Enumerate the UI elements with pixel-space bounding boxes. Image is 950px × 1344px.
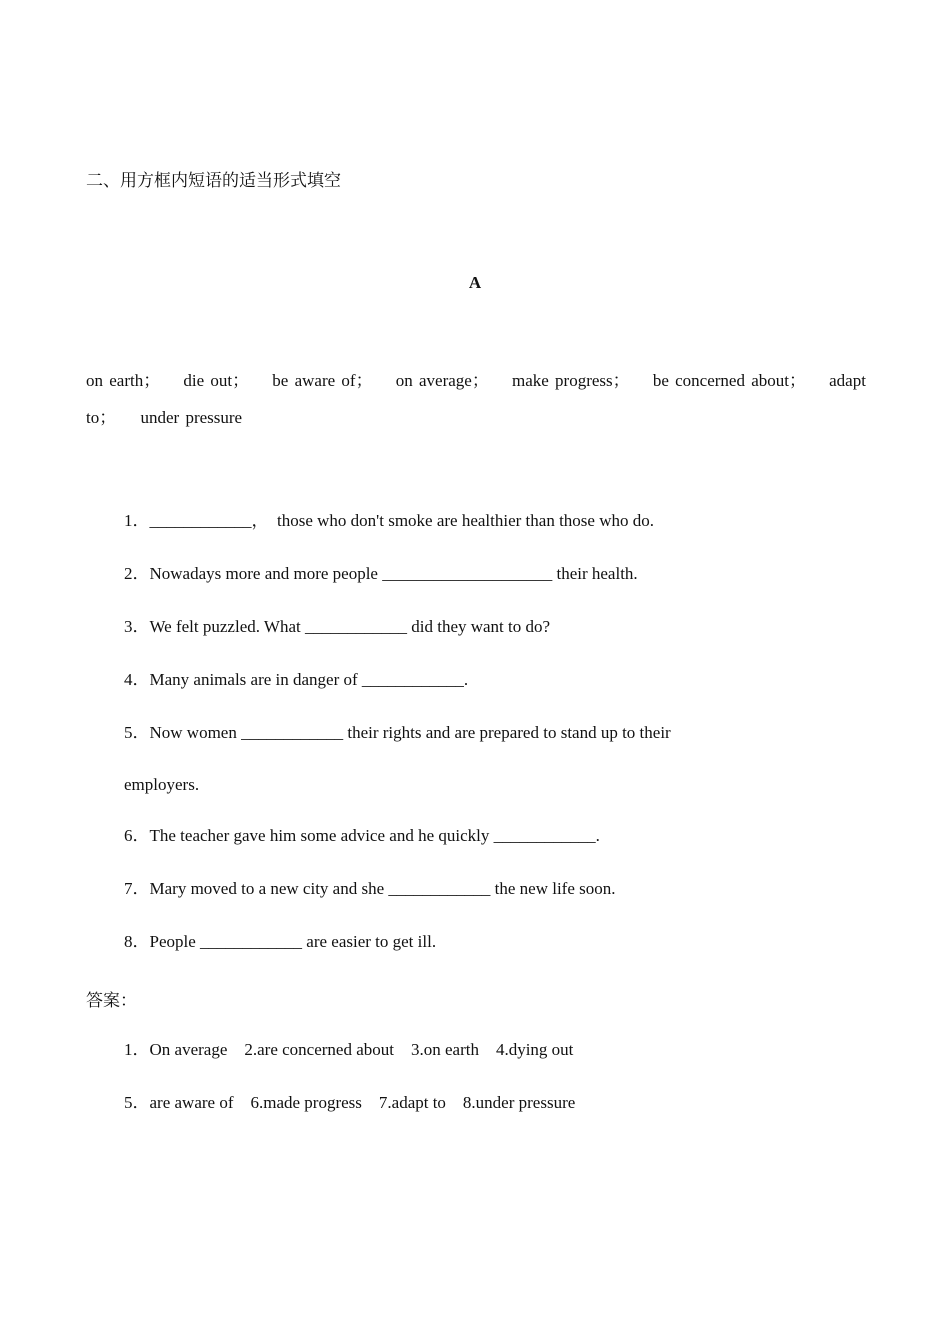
question-1: 1．____________， those who don't smoke are healthier than those who do. [124,511,654,530]
phrase-item: die out； [183,371,250,390]
phrase-item: be aware of； [272,371,373,390]
answers-line-2: 5．are aware of 6.made progress 7.adapt to 8.under pressure [124,1093,576,1112]
phrase-item: make progress； [511,371,630,390]
question-4: 4．Many animals are in danger of ____________. [124,670,469,689]
phrase-box [86,370,866,429]
question-5-continued: employers. [124,775,200,794]
phrase-row-2 [86,407,866,429]
part-label: A [468,273,482,292]
answer-label: 答案： [86,991,137,1010]
question-6: 6．The teacher gave him some advice and he quickly ____________. [124,826,600,845]
question-5: 5．Now women ____________ their rights and are prepared to stand up to their [124,723,671,742]
phrase-item: on average； [395,371,489,390]
question-8: 8．People ____________ are easier to get ill. [124,932,437,951]
question-2: 2．Nowadays more and more people ____________________ their health. [124,564,638,583]
phrase-row-1 [86,370,866,392]
question-3: 3．We felt puzzled. What ____________ did they want to do? [124,617,551,636]
section-title: 二、用方框内短语的适当形式填空 [86,171,341,190]
question-7: 7．Mary moved to a new city and she ____________ the new life soon. [124,879,616,898]
phrase-item: adapt [829,371,866,390]
phrase-item: on earth； [86,371,161,390]
phrase-item: be concerned about； [652,371,806,390]
answers-line-1: 1．On average 2.are concerned about 3.on earth 4.dying out [124,1040,574,1059]
phrase-item: to； [86,408,117,427]
phrase-item: under pressure [140,408,243,427]
